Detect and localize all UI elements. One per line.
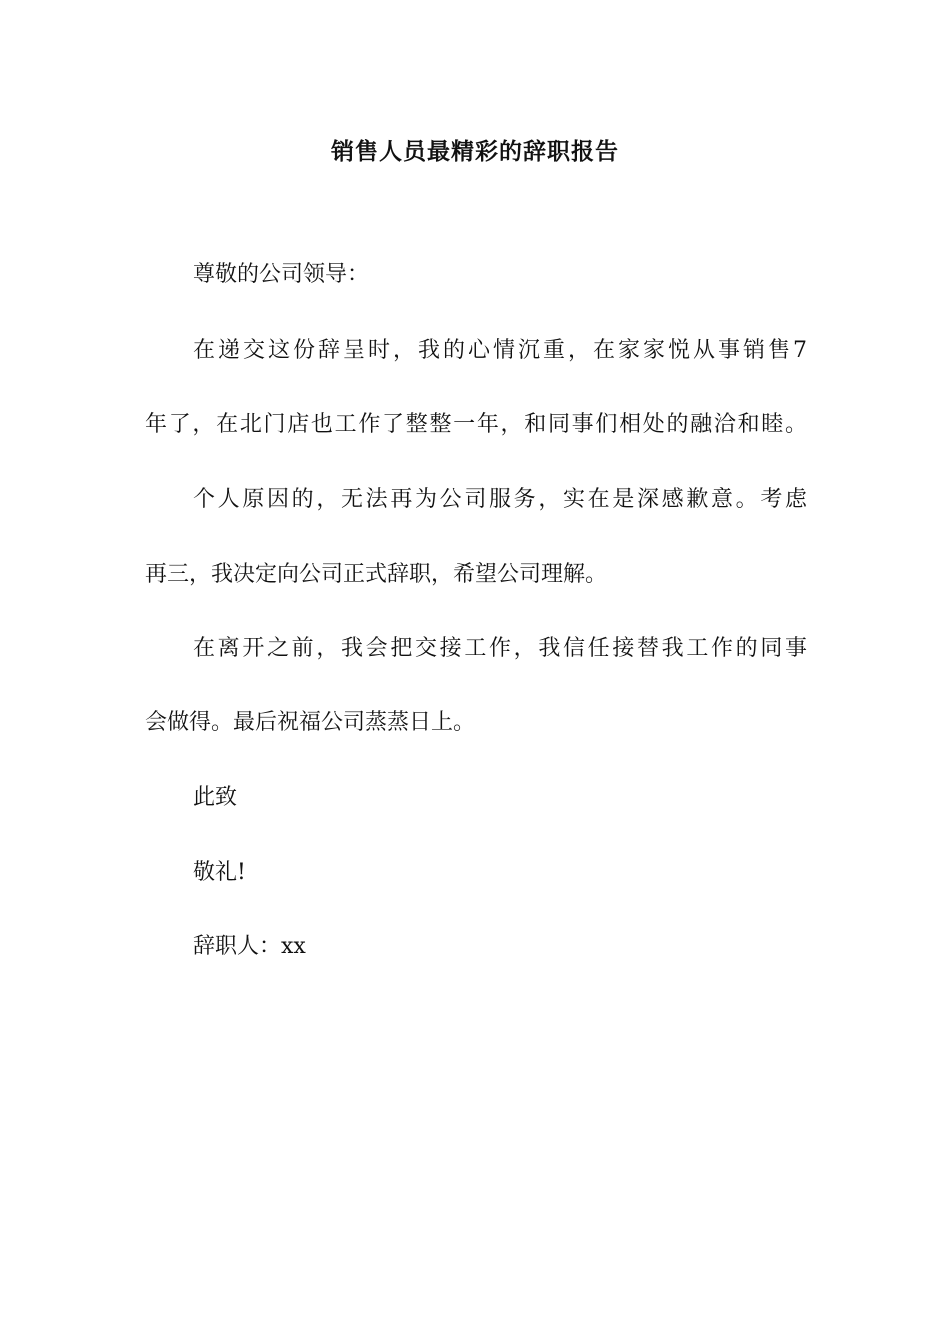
signature: 辞职人：xx (193, 934, 306, 959)
closing-line-1: 此致 (193, 785, 238, 810)
closing-line-2: 敬礼! (193, 860, 246, 885)
paragraph-3-line-1: 在离开之前，我会把交接工作，我信任接替我工作的同事 (193, 636, 807, 661)
paragraph-2-line-1: 个人原因的，无法再为公司服务，实在是深感歉意。考虑 (193, 487, 807, 512)
document-title: 销售人员最精彩的辞职报告 (331, 139, 619, 165)
salutation: 尊敬的公司领导： (193, 262, 370, 287)
paragraph-1-line-2: 年了，在北门店也工作了整整一年，和同事们相处的融洽和睦。 (145, 412, 807, 437)
paragraph-2-line-2: 再三，我决定向公司正式辞职，希望公司理解。 (145, 562, 608, 587)
paragraph-3-line-2: 会做得。最后祝福公司蒸蒸日上。 (145, 710, 476, 735)
paragraph-1-line-1: 在递交这份辞呈时，我的心情沉重，在家家悦从事销售7 (193, 338, 807, 363)
